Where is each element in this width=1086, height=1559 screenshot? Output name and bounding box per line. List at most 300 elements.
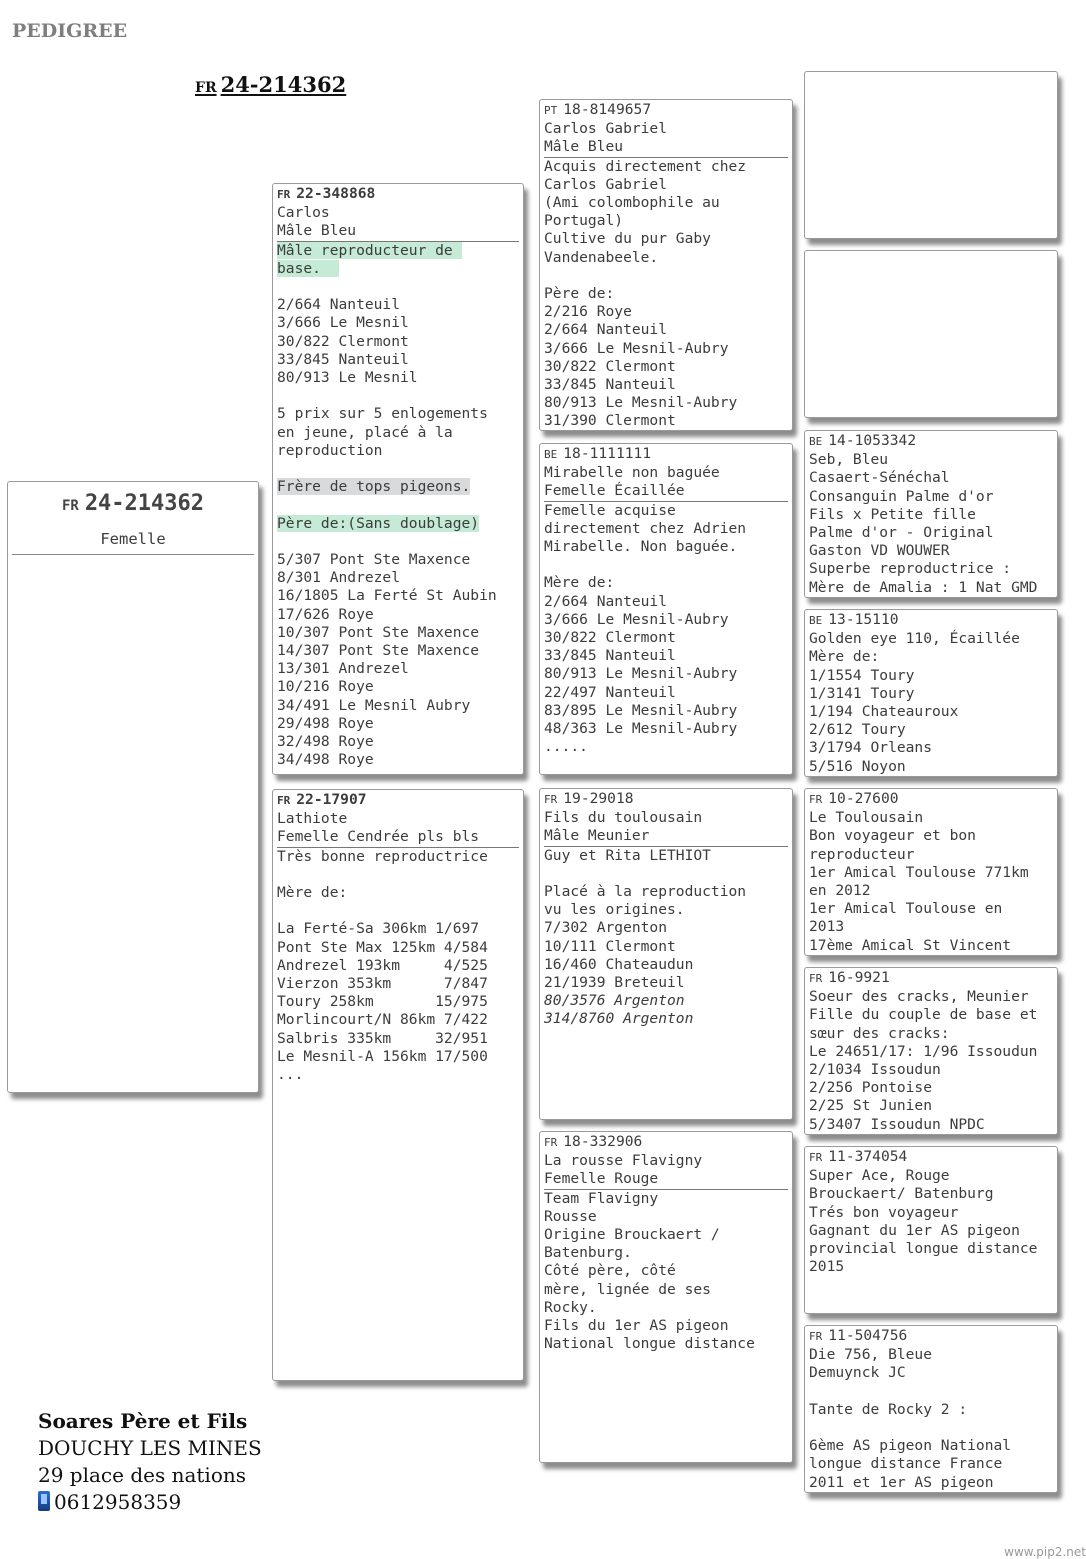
note-line (544, 1208, 788, 1226)
note-text: 31/390 Clermont (544, 412, 676, 430)
note-line (277, 939, 519, 957)
ancestor-line: Demuynck JC (809, 1364, 906, 1382)
ff-ring-number: 18-8149657 (563, 101, 652, 118)
note-line (544, 394, 788, 412)
fm-country-code: BE (544, 448, 558, 461)
note-line (277, 351, 519, 369)
owner-city: DOUCHY LES MINES (38, 1436, 262, 1460)
note-line (277, 733, 519, 751)
note-line (277, 496, 519, 514)
note-text: 10/216 Roye (277, 678, 374, 696)
note-line (277, 920, 519, 938)
note-line (544, 176, 788, 194)
note-text: 3/666 Le Mesnil (277, 314, 409, 332)
mother-ring-number: 22-17907 (296, 791, 367, 808)
ancestor-line: 5/3407 Issoudun NPDC (809, 1115, 985, 1133)
fm-description: Femelle Écaillée (544, 482, 788, 501)
note-line (544, 230, 788, 248)
mmm-ring (809, 1327, 1053, 1346)
fmm-country-code: BE (809, 614, 823, 627)
note-text: 33/845 Nanteuil (544, 376, 676, 394)
mfm-lines (809, 988, 1053, 1134)
ancestor-line: reproducteur (809, 845, 915, 863)
note-text: Toury 258km 15/975 (277, 993, 488, 1011)
ancestor-line: Le 24651/17: 1/96 Issoudun (809, 1042, 1038, 1060)
paternal-grandmother-card[interactable] (539, 443, 793, 775)
note-line (277, 515, 519, 533)
paternal-grandfather-card[interactable] (539, 99, 793, 431)
fmm-ring (809, 611, 1053, 630)
ff-name: Carlos Gabriel (544, 120, 668, 138)
note-text: 7/302 Argenton (544, 919, 668, 937)
note-text: Morlincourt/N 86km 7/422 (277, 1011, 488, 1029)
note-line (277, 405, 519, 423)
mother-card[interactable] (272, 789, 524, 1381)
note-line (277, 624, 519, 642)
mff-ring (809, 790, 1053, 809)
note-text: 17/626 Roye (277, 605, 374, 623)
note-text: Père de: (544, 285, 615, 303)
footer-url[interactable]: www.pip2.net (1004, 1545, 1086, 1559)
note-line (544, 556, 788, 574)
father-country-code: FR (277, 188, 291, 201)
note-text: 34/498 Roye (277, 751, 374, 769)
mfm-ring (809, 969, 1053, 988)
note-text: La Ferté-Sa 306km 1/697 (277, 920, 480, 938)
note-line (277, 242, 519, 260)
ancestor-line: Trés bon voyageur (809, 1203, 959, 1221)
ancestor-line: Super Ace, Rouge (809, 1167, 950, 1185)
note-line (277, 957, 519, 975)
note-line (277, 296, 519, 314)
ancestor-card-mff[interactable] (804, 788, 1058, 956)
ancestor-card-mfm[interactable] (804, 967, 1058, 1135)
mother-description: Femelle Cendrée pls bls (277, 828, 519, 847)
mmm-lines (809, 1346, 1053, 1492)
note-line (277, 369, 519, 387)
subject-sex: Femelle (12, 530, 254, 555)
note-text: 314/8760 Argenton (544, 1010, 694, 1028)
ancestor-line: Mère de: (809, 648, 880, 666)
note-text: base. (277, 259, 339, 277)
subject-ring-number: 24-214362 (84, 491, 205, 516)
note-text: 48/363 Le Mesnil-Aubry (544, 720, 738, 738)
note-line (277, 260, 519, 278)
note-line (277, 993, 519, 1011)
note-text: 2/216 Roye (544, 303, 632, 321)
note-text: 16/1805 La Ferté St Aubin (277, 587, 497, 605)
mother-ring (277, 791, 519, 810)
ancestor-card-fffm[interactable] (804, 250, 1058, 418)
ancestor-line: 1/194 Chateauroux (809, 703, 959, 721)
note-text: 21/1939 Breteuil (544, 974, 685, 992)
note-line (544, 665, 788, 683)
note-line (277, 333, 519, 351)
note-text: 83/895 Le Mesnil-Aubry (544, 701, 738, 719)
ancestor-line: Superbe reproductrice : (809, 560, 1012, 578)
fmf-lines (809, 451, 1053, 597)
mmm-ring-number: 11-504756 (828, 1327, 908, 1344)
note-line (544, 1299, 788, 1317)
mfm-ring-number: 16-9921 (828, 969, 890, 986)
fmf-ring-number: 14-1053342 (828, 432, 917, 449)
mmf-ring-number: 11-374054 (828, 1148, 908, 1165)
note-line (544, 1226, 788, 1244)
maternal-grandfather-card[interactable] (539, 788, 793, 1120)
note-line (277, 533, 519, 551)
mf-country-code: FR (544, 793, 558, 806)
ancestor-line: 2013 (809, 918, 845, 936)
fmf-ring (809, 432, 1053, 451)
note-line (544, 684, 788, 702)
note-line (544, 538, 788, 556)
ancestor-card-mmm[interactable] (804, 1325, 1058, 1493)
ancestor-line: Tante de Rocky 2 : (809, 1400, 968, 1418)
note-text: ..... (544, 738, 588, 756)
note-line (544, 412, 788, 430)
note-text: National longue distance (544, 1335, 755, 1353)
note-line (544, 1281, 788, 1299)
note-text: Guy et Rita LETHIOT (544, 846, 711, 864)
ancestor-line: 2011 et 1er AS pigeon (809, 1473, 994, 1491)
ancestor-line: 3/1794 Orleans (809, 739, 933, 757)
note-line (544, 158, 788, 176)
note-text: Acquis directement chez (544, 157, 747, 175)
note-line (544, 212, 788, 230)
father-name: Carlos (277, 204, 330, 222)
note-line (277, 866, 519, 884)
note-line (544, 1010, 788, 1028)
note-text: 13/301 Andrezel (277, 660, 409, 678)
ancestor-line: 1er Amical Toulouse 771km (809, 863, 1029, 881)
owner-info (38, 1408, 262, 1516)
note-text: Batenburg. (544, 1244, 632, 1262)
note-text: 30/822 Clermont (277, 332, 409, 350)
note-text: 33/845 Nanteuil (544, 647, 676, 665)
note-text: 80/913 Le Mesnil-Aubry (544, 394, 738, 412)
note-line (277, 975, 519, 993)
note-line (544, 376, 788, 394)
ancestor-line: Gaston VD WOUWER (809, 542, 950, 560)
fmm-lines (809, 630, 1053, 776)
note-line (544, 267, 788, 285)
mff-ring-number: 10-27600 (828, 790, 899, 807)
note-line (277, 1030, 519, 1048)
note-text: Rocky. (544, 1298, 597, 1316)
fm-name: Mirabelle non baguée (544, 464, 720, 482)
note-text: 80/913 Le Mesnil (277, 369, 418, 387)
note-text: 16/460 Chateaudun (544, 955, 694, 973)
note-text: Portugal) (544, 212, 624, 230)
note-line (544, 847, 788, 865)
note-line (277, 660, 519, 678)
ff-description: Mâle Bleu (544, 138, 788, 157)
note-text: Origine Brouckaert / (544, 1226, 720, 1244)
note-text: 34/491 Le Mesnil Aubry (277, 696, 471, 714)
note-text: 22/497 Nanteuil (544, 683, 676, 701)
mmf-ring (809, 1148, 1053, 1167)
note-text: ... (277, 1066, 304, 1084)
note-text: Très bonne reproductrice (277, 847, 488, 865)
mobile-phone-icon (38, 1491, 50, 1511)
note-line (544, 321, 788, 339)
mf-ring-number: 19-29018 (563, 790, 634, 807)
subject-ring (8, 490, 258, 520)
mfm-country-code: FR (809, 972, 823, 985)
ancestor-line: en 2012 (809, 882, 871, 900)
note-line (544, 593, 788, 611)
note-text: 8/301 Andrezel (277, 569, 401, 587)
note-text: 10/111 Clermont (544, 937, 676, 955)
mm-notes (544, 1190, 788, 1354)
note-line (544, 502, 788, 520)
note-line (544, 883, 788, 901)
ancestor-line: 1er Amical Toulouse en (809, 900, 1003, 918)
note-line (277, 478, 519, 496)
note-text: Vandenabeele. (544, 248, 659, 266)
ff-ring (544, 101, 788, 120)
note-text: Andrezel 193km 4/525 (277, 956, 488, 974)
note-line (544, 1190, 788, 1208)
note-line (544, 285, 788, 303)
ancestor-line: 6ème AS pigeon National (809, 1437, 1012, 1455)
note-line (544, 1317, 788, 1335)
mf-notes (544, 847, 788, 1029)
ancestor-line: provincial longue distance (809, 1240, 1038, 1258)
note-line (277, 442, 519, 460)
ff-country-code: PT (544, 104, 558, 117)
note-text: Le Mesnil-A 156km 17/500 (277, 1047, 488, 1065)
note-line (277, 884, 519, 902)
note-line (277, 848, 519, 866)
note-line (277, 460, 519, 478)
note-line (544, 358, 788, 376)
fm-ring (544, 445, 788, 464)
fm-notes (544, 502, 788, 757)
note-line (277, 278, 519, 296)
father-ring-number: 22-348868 (296, 185, 376, 202)
top-ring-number (195, 72, 346, 97)
note-line (544, 194, 788, 212)
note-text: Fils du 1er AS pigeon (544, 1317, 729, 1335)
ancestor-card-mmf[interactable] (804, 1146, 1058, 1314)
mm-country-code: FR (544, 1136, 558, 1149)
note-line (277, 1048, 519, 1066)
mother-notes (277, 848, 519, 1085)
ancestor-line: Mère de Amalia : 1 Nat GMD (809, 578, 1038, 596)
note-text: Frère de tops pigeons. (277, 478, 471, 496)
note-text: 2/664 Nanteuil (277, 296, 401, 314)
note-text: 3/666 Le Mesnil-Aubry (544, 339, 729, 357)
note-line (277, 587, 519, 605)
subject-country-code: FR (61, 498, 79, 514)
note-text: Pont Ste Max 125km 4/584 (277, 938, 488, 956)
ancestor-line: Soeur des cracks, Meunier (809, 988, 1029, 1006)
father-card[interactable] (272, 183, 524, 775)
ancestor-line: Palme d'or - Original (809, 524, 994, 542)
note-text: Placé à la reproduction (544, 883, 747, 900)
note-text: Père de:(Sans doublage) (277, 514, 480, 532)
note-text: 80/913 Le Mesnil-Aubry (544, 665, 738, 683)
note-line (544, 303, 788, 321)
ancestor-line: 2/25 St Junien (809, 1097, 933, 1115)
note-text: Mère de: (544, 574, 615, 592)
mm-ring (544, 1133, 788, 1152)
note-line (277, 678, 519, 696)
note-text: Carlos Gabriel (544, 175, 668, 193)
note-line (544, 938, 788, 956)
note-text: Mère de: (277, 884, 348, 901)
ancestor-line: 2015 (809, 1258, 845, 1276)
note-line (544, 919, 788, 937)
note-text: Mâle reproducteur de (277, 241, 462, 259)
note-line (544, 992, 788, 1010)
note-text: 33/845 Nanteuil (277, 350, 409, 368)
ancestor-line: 1/3141 Toury (809, 684, 915, 702)
fmf-country-code: BE (809, 435, 823, 448)
maternal-grandmother-card[interactable] (539, 1131, 793, 1463)
ancestor-line: Le Toulousain (809, 809, 924, 827)
ff-notes (544, 158, 788, 431)
note-line (544, 1262, 788, 1280)
ancestor-line: 5/516 Noyon (809, 757, 906, 775)
note-line (544, 720, 788, 738)
ancestor-line: sœur des cracks: (809, 1024, 950, 1042)
ancestor-line (809, 1383, 1053, 1401)
note-line (277, 751, 519, 769)
note-text: 32/498 Roye (277, 733, 374, 751)
note-text: 10/307 Pont Ste Maxence (277, 623, 480, 641)
note-text: Côté père, côté (544, 1262, 676, 1280)
note-line (544, 249, 788, 267)
ancestor-line: Fille du couple de base et (809, 1006, 1038, 1024)
note-line (544, 1244, 788, 1262)
ancestor-card-ffff[interactable] (804, 71, 1058, 239)
top-ring: 24-214362 (220, 72, 347, 97)
note-text: 2/664 Nanteuil (544, 321, 668, 339)
ancestor-line (809, 1419, 1053, 1437)
note-line (544, 956, 788, 974)
mm-name: La rousse Flavigny (544, 1152, 703, 1170)
note-line (277, 424, 519, 442)
ancestor-line: Brouckaert/ Batenburg (809, 1185, 994, 1203)
mmm-country-code: FR (809, 1330, 823, 1343)
note-text: 14/307 Pont Ste Maxence (277, 642, 480, 659)
note-line (544, 901, 788, 919)
fmm-ring-number: 13-15110 (828, 611, 899, 628)
mff-lines (809, 809, 1053, 955)
note-text: 5 prix sur 5 enlogements (277, 405, 488, 423)
ancestor-line: Fils x Petite fille (809, 505, 976, 523)
note-text: Cultive du pur Gaby (544, 230, 711, 248)
note-line (277, 551, 519, 569)
note-text: Team Flavigny (544, 1189, 659, 1207)
note-line (544, 611, 788, 629)
top-country-code: FR (195, 80, 217, 96)
ancestor-line: 17ème Amical St Vincent (809, 936, 1012, 954)
note-line (544, 974, 788, 992)
note-line (277, 387, 519, 405)
mother-name: Lathiote (277, 810, 348, 828)
ancestor-line: longue distance France (809, 1455, 1003, 1473)
note-line (544, 629, 788, 647)
note-line (277, 1011, 519, 1029)
mm-ring-number: 18-332906 (563, 1133, 643, 1150)
mf-ring (544, 790, 788, 809)
ancestor-line: Golden eye 110, Écaillée (809, 630, 1020, 648)
owner-phone-line (38, 1489, 262, 1516)
note-text: vu les origines. (544, 901, 685, 919)
ancestor-card-fmf[interactable] (804, 430, 1058, 598)
ancestor-line: 2/612 Toury (809, 721, 906, 739)
father-description: Mâle Bleu (277, 222, 519, 241)
note-line (277, 606, 519, 624)
ancestor-line: 2/1034 Issoudun (809, 1061, 941, 1079)
note-text: 30/822 Clermont (544, 629, 676, 647)
note-text: 80/3576 Argenton (544, 992, 685, 1010)
note-line (544, 738, 788, 756)
note-text: Vierzon 353km 7/847 (277, 975, 488, 992)
note-line (544, 865, 788, 883)
mf-name: Fils du toulousain (544, 809, 703, 827)
owner-address: 29 place des nations (38, 1463, 247, 1487)
note-line (277, 902, 519, 920)
note-text: Salbris 335km 32/951 (277, 1029, 488, 1047)
note-text: 30/822 Clermont (544, 357, 676, 375)
note-text: 5/307 Pont Ste Maxence (277, 550, 471, 568)
ancestor-line: 1/1554 Toury (809, 666, 915, 684)
ancestor-line: Die 756, Bleue (809, 1346, 933, 1364)
note-text: 29/498 Roye (277, 714, 374, 732)
note-line (544, 574, 788, 592)
note-line (277, 569, 519, 587)
note-line (277, 642, 519, 660)
note-line (277, 697, 519, 715)
note-text: (Ami colombophile au (544, 194, 720, 212)
subject-card[interactable] (7, 481, 259, 1093)
ancestor-line: Casaert-Sénéchal (809, 469, 950, 487)
note-text: mère, lignée de ses (544, 1280, 711, 1298)
father-ring (277, 185, 519, 204)
mf-description: Mâle Meunier (544, 827, 788, 846)
note-text: directement chez Adrien (544, 519, 747, 537)
ancestor-line: Bon voyageur et bon (809, 827, 976, 845)
note-line (277, 314, 519, 332)
note-text: reproduction (277, 441, 383, 459)
note-line (544, 702, 788, 720)
father-notes (277, 242, 519, 770)
owner-name: Soares Père et Fils (38, 1409, 248, 1433)
note-line (544, 340, 788, 358)
mmf-lines (809, 1167, 1053, 1276)
ancestor-line: 2/256 Pontoise (809, 1079, 933, 1097)
ancestor-card-fmm[interactable] (804, 609, 1058, 777)
note-text: en jeune, placé à la (277, 423, 453, 441)
ancestor-line: Seb, Bleu (809, 451, 889, 469)
note-text: 3/666 Le Mesnil-Aubry (544, 610, 729, 628)
mmf-country-code: FR (809, 1151, 823, 1164)
mm-description: Femelle Rouge (544, 1170, 788, 1189)
mff-country-code: FR (809, 793, 823, 806)
note-text: Rousse (544, 1207, 597, 1225)
fm-ring-number: 18-1111111 (563, 445, 652, 462)
ancestor-line: Gagnant du 1er AS pigeon (809, 1221, 1020, 1239)
owner-phone: 0612958359 (54, 1490, 182, 1514)
note-line (277, 715, 519, 733)
note-line (544, 1335, 788, 1353)
note-line (277, 1066, 519, 1084)
page-label: PEDIGREE (12, 20, 128, 42)
